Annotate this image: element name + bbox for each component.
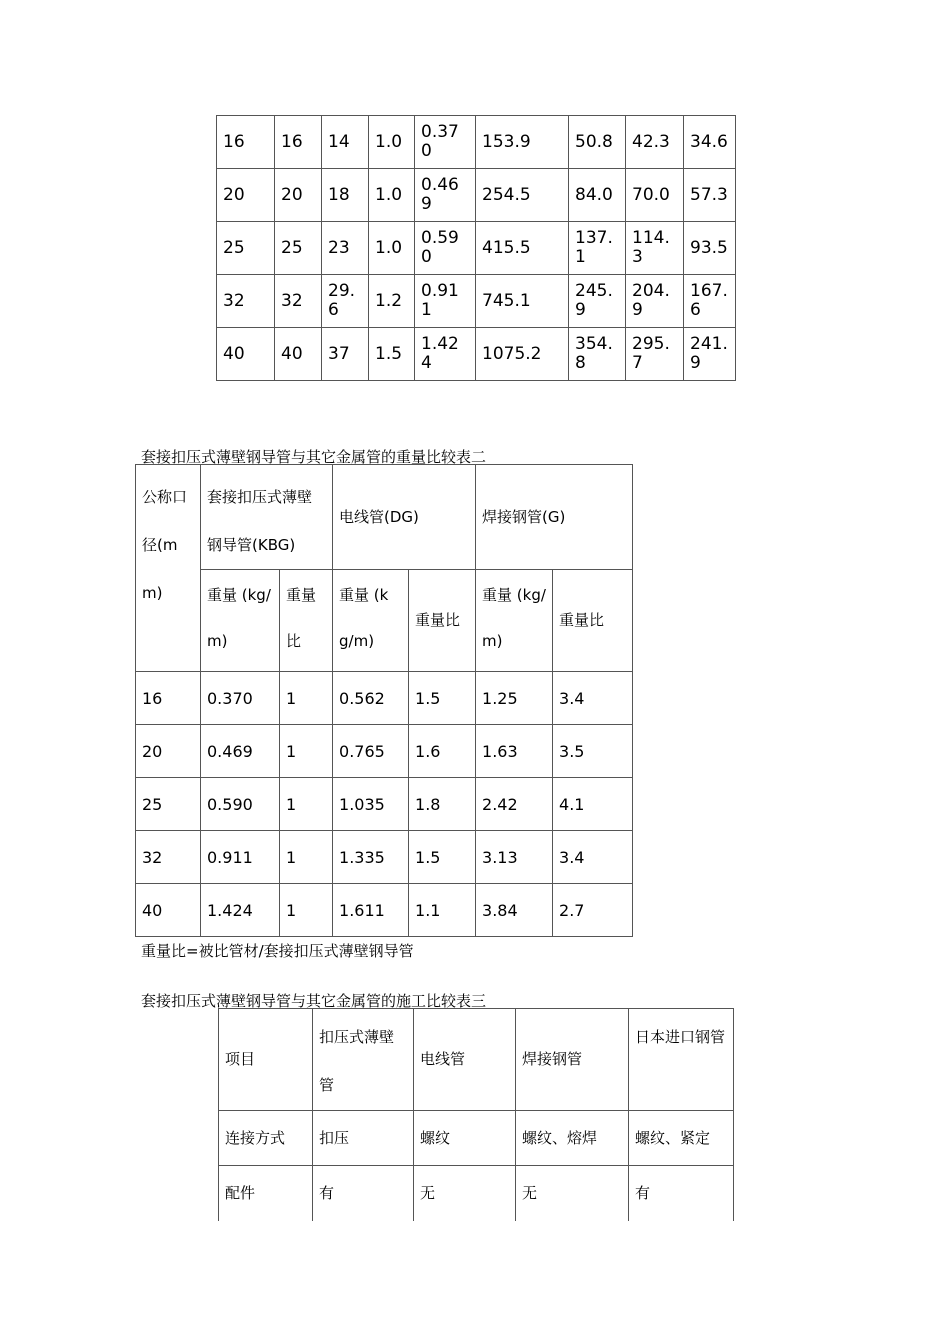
table-cell: 57.3	[684, 169, 736, 222]
table-cell: 32	[275, 275, 322, 328]
table-row	[217, 169, 736, 222]
table-cell: 2.42	[476, 778, 553, 831]
header-ratio-g	[553, 570, 633, 672]
table-cell: 40	[136, 884, 201, 937]
table-cell: 1	[280, 831, 333, 884]
table-cell: 有	[313, 1166, 414, 1221]
table-cell: 0.590	[201, 778, 280, 831]
table-cell: 241.9	[684, 328, 736, 381]
table-cell: 0.765	[333, 725, 409, 778]
table-cell: 20	[275, 169, 322, 222]
table-cell: 3.13	[476, 831, 553, 884]
table-cell: 40	[275, 328, 322, 381]
table-cell: 1	[280, 725, 333, 778]
table-row	[136, 672, 633, 725]
table-cell: 1.035	[333, 778, 409, 831]
table-header-cell: 项目	[219, 1009, 313, 1111]
table-cell: 1.424	[201, 884, 280, 937]
table-cell: 4.1	[553, 778, 633, 831]
table-cell: 1.25	[476, 672, 553, 725]
table-row	[136, 725, 633, 778]
table-cell: 0.911	[415, 275, 476, 328]
table-header-cell: 日本进口钢管	[629, 1009, 734, 1111]
table-cell: 204.9	[626, 275, 684, 328]
table-cell: 1.0	[369, 222, 415, 275]
table-row	[136, 831, 633, 884]
table-cell: 20	[136, 725, 201, 778]
table-row	[217, 116, 736, 169]
table-cell: 连接方式	[219, 1111, 313, 1166]
table-cell: 23	[322, 222, 369, 275]
table-cell: 137.1	[569, 222, 626, 275]
table-cell: 3.4	[553, 831, 633, 884]
ratio-label: 重量比	[415, 611, 461, 629]
weight-label: 重量 (kg/m)	[482, 586, 546, 650]
table-cell: 70.0	[626, 169, 684, 222]
table-cell: 32	[136, 831, 201, 884]
table-cell: 0.590	[415, 222, 476, 275]
table-header-cell: 扣压式薄壁管	[313, 1009, 414, 1111]
table-cell: 1.63	[476, 725, 553, 778]
table-row	[217, 222, 736, 275]
table-header-cell: 焊接钢管	[516, 1009, 629, 1111]
table-cell: 1.424	[415, 328, 476, 381]
table-cell: 3.84	[476, 884, 553, 937]
table-cell: 1.0	[369, 116, 415, 169]
table-three-caption: 套接扣压式薄壁钢导管与其它金属管的施工比较表三	[141, 992, 487, 1010]
table-cell: 无	[516, 1166, 629, 1221]
header-kbg	[201, 465, 333, 570]
table-cell: 1.8	[409, 778, 476, 831]
table-cell: 25	[275, 222, 322, 275]
table-header-cell: 电线管	[414, 1009, 516, 1111]
weight-label: 重量 (kg/m)	[339, 586, 389, 650]
table-cell: 254.5	[476, 169, 569, 222]
table-cell: 25	[217, 222, 275, 275]
table-two-note: 重量比=被比管材/套接扣压式薄壁钢导管	[141, 942, 414, 960]
table-cell: 50.8	[569, 116, 626, 169]
header-g-label: 焊接钢管(G)	[482, 507, 566, 526]
table-cell: 螺纹	[414, 1111, 516, 1166]
table-cell: 16	[136, 672, 201, 725]
table-cell: 1.2	[369, 275, 415, 328]
table-cell: 37	[322, 328, 369, 381]
table-cell: 配件	[219, 1166, 313, 1221]
table-cell: 1.5	[409, 672, 476, 725]
table-cell: 153.9	[476, 116, 569, 169]
table-cell: 20	[217, 169, 275, 222]
table-row	[217, 275, 736, 328]
table-cell: 1.5	[369, 328, 415, 381]
table-cell: 0.469	[201, 725, 280, 778]
table-cell: 25	[136, 778, 201, 831]
table-three	[218, 1008, 734, 1221]
header-ratio-dg	[409, 570, 476, 672]
table-row	[136, 884, 633, 937]
table-cell: 螺纹、熔焊	[516, 1111, 629, 1166]
table-cell: 1.5	[409, 831, 476, 884]
table-row	[217, 328, 736, 381]
table-cell: 0.911	[201, 831, 280, 884]
ratio-label: 重量比	[286, 586, 317, 650]
header-weight-kbg	[201, 570, 280, 672]
table-cell: 螺纹、紧定	[629, 1111, 734, 1166]
table-cell: 0.370	[201, 672, 280, 725]
table-cell: 415.5	[476, 222, 569, 275]
table-cell: 18	[322, 169, 369, 222]
table-row	[136, 778, 633, 831]
header-diameter-label: 公称口径(mm)	[142, 488, 188, 602]
header-weight-dg	[333, 570, 409, 672]
header-dg-label: 电线管(DG)	[339, 507, 419, 526]
table-cell: 93.5	[684, 222, 736, 275]
header-ratio-kbg	[280, 570, 333, 672]
table-cell: 32	[217, 275, 275, 328]
table-two	[135, 464, 633, 937]
table-cell: 42.3	[626, 116, 684, 169]
table-one	[216, 115, 736, 381]
table-cell: 扣压	[313, 1111, 414, 1166]
table-cell: 1.1	[409, 884, 476, 937]
header-dg	[333, 465, 476, 570]
table-cell: 84.0	[569, 169, 626, 222]
table-cell: 14	[322, 116, 369, 169]
table-cell: 40	[217, 328, 275, 381]
table-cell: 0.562	[333, 672, 409, 725]
table-cell: 1.0	[369, 169, 415, 222]
table-cell: 114.3	[626, 222, 684, 275]
header-weight-g	[476, 570, 553, 672]
table-cell: 16	[275, 116, 322, 169]
table-row	[219, 1166, 734, 1221]
table-cell: 745.1	[476, 275, 569, 328]
table-cell: 0.370	[415, 116, 476, 169]
table-cell: 0.469	[415, 169, 476, 222]
header-kbg-label: 套接扣压式薄壁钢导管(KBG)	[207, 488, 313, 554]
table-cell: 1.611	[333, 884, 409, 937]
table-cell: 354.8	[569, 328, 626, 381]
weight-label: 重量 (kg/m)	[207, 586, 271, 650]
table-cell: 245.9	[569, 275, 626, 328]
header-diameter	[136, 465, 201, 672]
header-g	[476, 465, 633, 570]
table-cell: 2.7	[553, 884, 633, 937]
table-cell: 1075.2	[476, 328, 569, 381]
table-cell: 16	[217, 116, 275, 169]
table-two-caption: 套接扣压式薄壁钢导管与其它金属管的重量比较表二	[141, 448, 487, 466]
table-cell: 有	[629, 1166, 734, 1221]
table-row	[219, 1111, 734, 1166]
table-cell: 无	[414, 1166, 516, 1221]
table-cell: 3.4	[553, 672, 633, 725]
ratio-label: 重量比	[559, 611, 605, 629]
table-cell: 1	[280, 672, 333, 725]
table-cell: 1	[280, 884, 333, 937]
table-cell: 167.6	[684, 275, 736, 328]
table-cell: 3.5	[553, 725, 633, 778]
table-cell: 1.6	[409, 725, 476, 778]
table-cell: 295.7	[626, 328, 684, 381]
table-cell: 1.335	[333, 831, 409, 884]
table-cell: 1	[280, 778, 333, 831]
table-cell: 29.6	[322, 275, 369, 328]
table-header-row	[219, 1009, 734, 1111]
table-cell: 34.6	[684, 116, 736, 169]
